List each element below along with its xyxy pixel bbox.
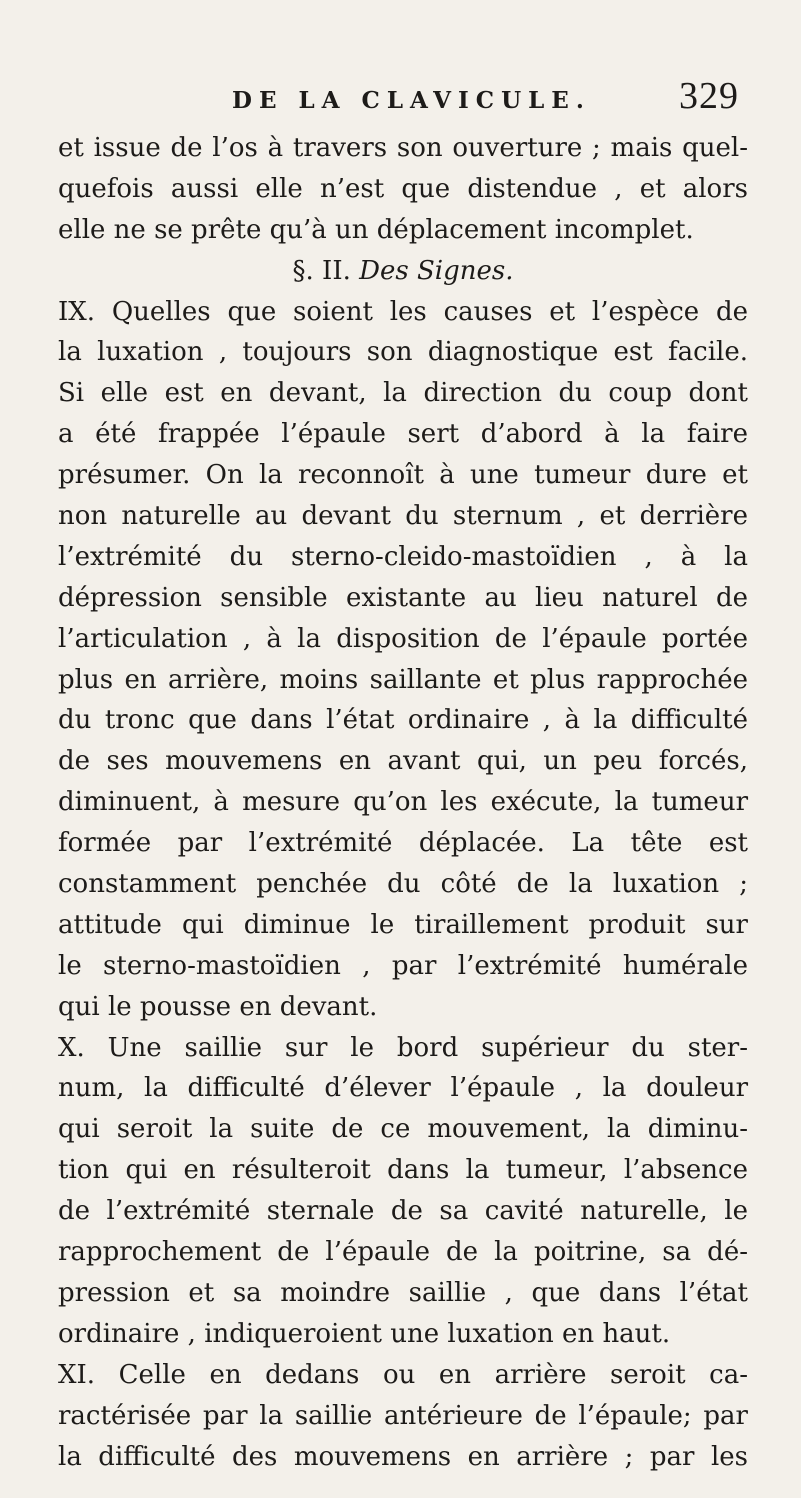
text-line: la difficulté des mouvemens en arrière ; par les [58,1441,748,1472]
text-line: XI. Celle en dedans ou en arrière seroit ca- [58,1359,748,1390]
text-line: qui le pousse en devant. [58,991,378,1022]
text-line: non naturelle au devant du sternum , et derrière [58,501,748,532]
text-line: de l’extrémité sternale de sa cavité naturelle, le [58,1196,748,1227]
text-line: et issue de l’os à travers son ouverture ; mais quel- [58,133,748,163]
text-line: Si elle est en devant, la direction du coup dont [58,378,748,409]
text-line: IX. Quelles que soient les causes et l’espèce de [58,296,748,327]
running-title: DE LA CLAVICULE. [232,87,591,114]
body-text [58,128,748,1477]
text-line: l’extrémité du sterno-cleido-mastoïdien , à la [58,541,748,572]
text-line: le sterno-mastoïdien , par l’extrémité humérale [58,950,748,981]
text-line: ractérisée par la saillie antérieure de l’épaule; par [58,1400,748,1431]
text-line: plus en arrière, moins saillante et plus rapprochée [58,664,748,695]
text-line: formée par l’extrémité déplacée. La tête est [58,828,748,859]
text-line: l’articulation , à la disposition de l’épaule portée [58,623,748,654]
text-line: de ses mouvemens en avant qui, un peu forcés, [58,746,748,777]
text-line: qui seroit la suite de ce mouvement, la diminu- [58,1114,748,1145]
section-heading: §. II. Des Signes. [292,255,514,286]
text-line: rapprochement de l’épaule de la poitrine, sa dé- [58,1237,748,1268]
text-line: pression et sa moindre saillie , que dans l’état [58,1277,748,1308]
text-line: attitude qui diminue le tiraillement produit sur [58,909,748,940]
text-line: elle ne se prête qu’à un déplacement incomplet. [58,214,694,245]
text-line: la luxation , toujours son diagnostique est facile. [58,337,748,368]
text-line: a été frappée l’épaule sert d’abord à la faire [58,419,748,450]
page-number: 329 [679,75,739,117]
text-line: dépression sensible existante au lieu naturel de [58,582,748,613]
text-line: num, la difficulté d’élever l’épaule , la douleur [58,1073,748,1104]
text-line: diminuent, à mesure qu’on les exécute, la tumeur [58,787,748,818]
text-line: constamment penchée du côté de la luxation ; [58,869,748,900]
text-line: tion qui en résulteroit dans la tumeur, l’absence [58,1155,748,1186]
running-head [232,74,739,117]
text-line: du tronc que dans l’état ordinaire , à la difficulté [58,705,748,736]
text-line: présumer. On la reconnoît à une tumeur dure et [58,460,748,491]
text-line: quefois aussi elle n’est que distendue , et alors [58,173,748,204]
text-line: X. Une saillie sur le bord supérieur du ster- [58,1032,748,1063]
text-line: ordinaire , indiqueroient une luxation en haut. [58,1318,671,1349]
